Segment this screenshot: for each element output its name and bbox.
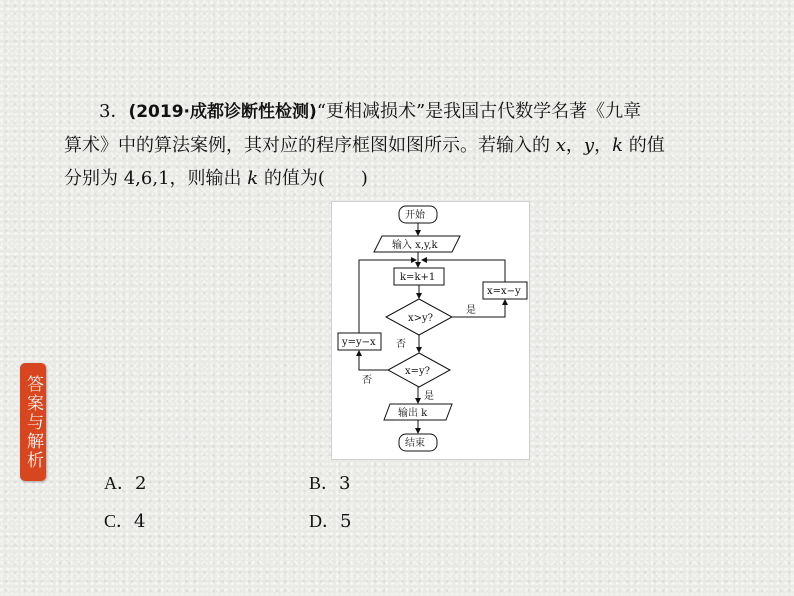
sep-1: ， — [565, 135, 584, 156]
option-d-value: 5 — [340, 511, 352, 532]
option-d[interactable] — [309, 507, 351, 533]
var-k-output: k — [247, 168, 259, 189]
no2-label: 否 — [362, 375, 372, 386]
yes1-label: 是 — [466, 305, 476, 316]
option-a-letter: A． — [104, 473, 135, 493]
output-label: 输出 k — [398, 408, 428, 419]
option-c-letter: C． — [104, 511, 135, 531]
input-label: 输入 x,y,k — [392, 240, 438, 251]
var-y: y — [583, 135, 595, 156]
flowchart — [331, 201, 530, 460]
end-label: 结束 — [405, 438, 425, 449]
answer-tab[interactable]: 答案与解析 — [20, 363, 46, 481]
question-line-3-b: 的值为( ) — [258, 168, 368, 189]
assign-x-label: x=x−y — [487, 286, 521, 297]
option-b-letter: B． — [309, 473, 340, 493]
cond1-label: x>y? — [408, 313, 434, 324]
question-source: (2019·成都诊断性检测) — [128, 102, 317, 122]
question-line-2-text: 算术》中的算法案例，其对应的程序框图如图所示。若输入的 — [64, 135, 556, 156]
no1-label: 否 — [396, 339, 406, 350]
option-a-value: 2 — [135, 473, 147, 494]
question-number: 3 — [99, 101, 111, 122]
cond2-label: x=y? — [405, 366, 431, 377]
question-line-2 — [64, 129, 764, 162]
question-line-1: 3．(2019·成都诊断性检测)“更相减损术”是我国古代数学名著《九章 — [99, 101, 642, 122]
question-line-2-end: 的值 — [622, 135, 665, 156]
option-b[interactable] — [309, 469, 350, 495]
start-label: 开始 — [405, 210, 425, 221]
option-c[interactable] — [104, 507, 145, 533]
option-d-letter: D． — [309, 511, 340, 531]
flowchart-svg — [332, 202, 529, 459]
question-text — [64, 95, 764, 195]
option-a[interactable] — [104, 469, 146, 495]
question-line-3-a: 分别为 4,6,1，则输出 — [64, 168, 248, 189]
var-x: x — [555, 135, 566, 156]
option-c-value: 4 — [134, 511, 146, 532]
option-b-value: 3 — [339, 473, 351, 494]
yes2-label: 是 — [424, 391, 434, 402]
assign-y-label: y=y−x — [342, 337, 376, 348]
sep-2: ， — [594, 135, 613, 156]
increment-label: k=k+1 — [400, 272, 436, 283]
var-k: k — [612, 135, 623, 156]
question-line-3 — [64, 162, 764, 195]
question-text-a: “更相减损术”是我国古代数学名著《九章 — [316, 101, 642, 122]
